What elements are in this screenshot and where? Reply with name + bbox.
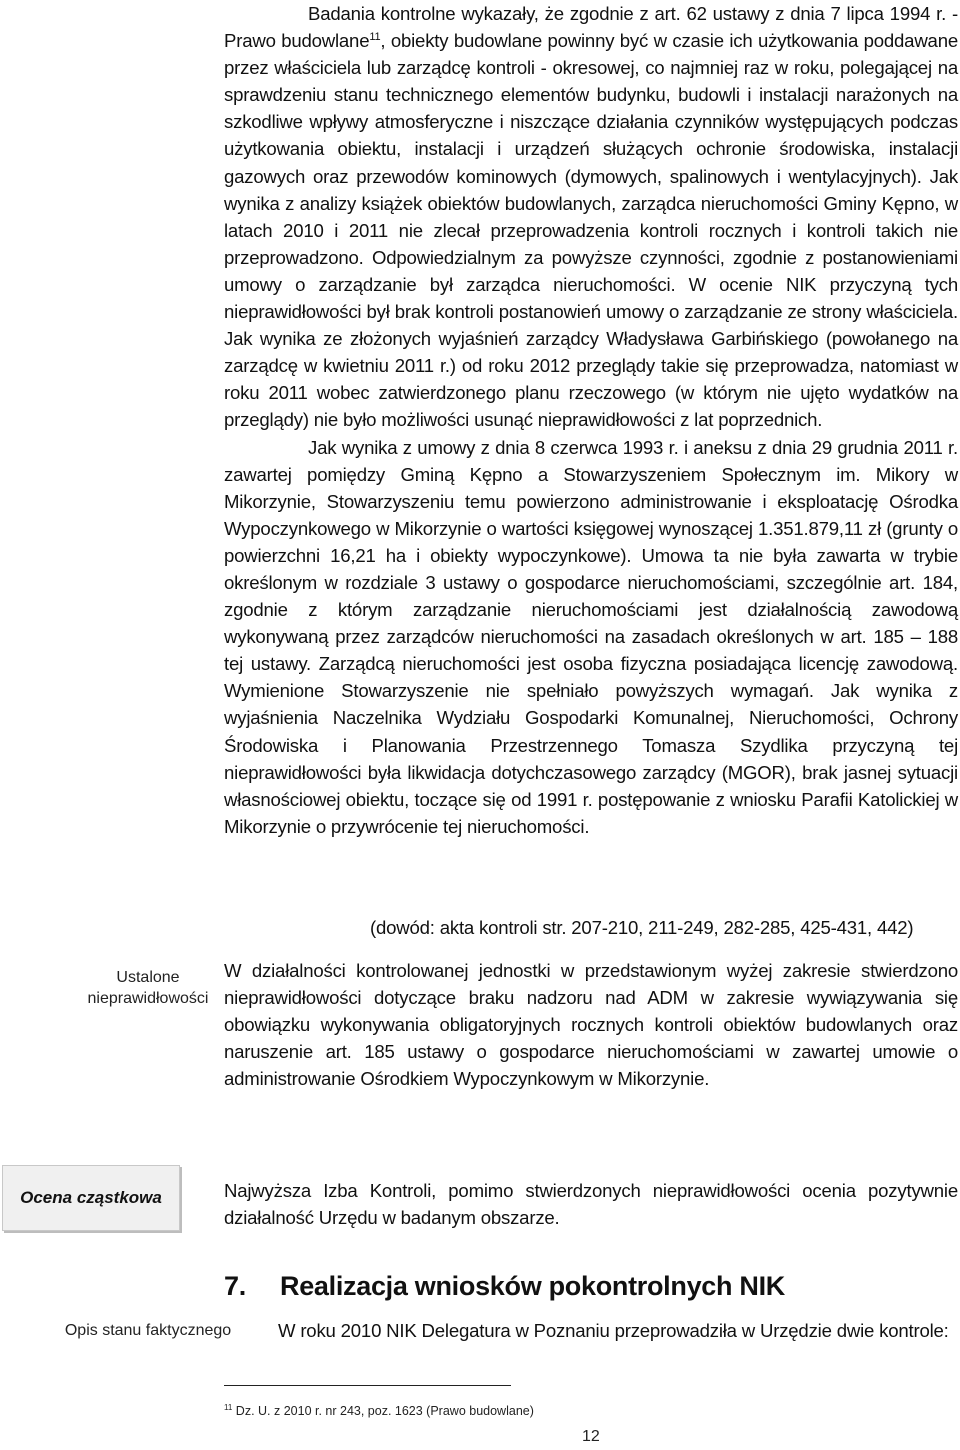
paragraph1-part2: , obiekty budowlane powinny być w czasie ich użytkowania poddawane przez właściciela lub zarządcę kontroli - okresowej, co najmniej raz w roku, polegającej na sprawdzeniu stanu technicznego elementów budynku, budowli i instalacji narażonych na szkodliwe wpływy atmosferyczne i niszczące działania czynników występujących podczas użytkowania obiektu, instalacji i urządzeń służących ochronie środowiska, instalacji gazowych oraz przewodów kominowych (dymowych, spalinowych i wentylacyjnych). Jak wynika z analizy książek obiektów budowlanych, zarządca nieruchomości Gminy Kępno, w latach 2010 i 2011 nie zlecał przeprowadzenia kontroli rocznych i kontroli takich nie przeprowadzono. Odpowiedzialnym za powyższe czynności, zgodnie z postanowieniami umowy o zarządzanie był zarządca nieruchomości. W ocenie NIK przyczyną tych nieprawidłowości był brak kontroli postanowień umowy o zarządzanie ze strony właściciela. Jak wynika ze złożonych wyjaśnień zarządcy Władysława Garbińskiego (powołanego na zarządcę w kwietniu 2011 r.) od roku 2012 przeglądy takie się przeprowadza, natomiast w roku 2011 wobec zatwierdzonego planu rzeczowego (w którym nie ujęto wydatków na przeglądy) nie było możliwości usunąć nieprawidłowości z lat poprzednich. [224,30,958,431]
footnote-reference[interactable]: 11 [369,30,381,43]
footnote-text: Dz. U. z 2010 r. nr 243, poz. 1623 (Prawo budowlane) [235,1404,534,1418]
footnote-separator [224,1385,511,1386]
section-heading [224,1271,785,1302]
margin-label-irregularities: Ustalone nieprawidłowości [87,969,209,1007]
paragraph-holiday-center-agreement: Jak wynika z umowy z dnia 8 czerwca 1993 r. i aneksu z dnia 29 grudnia 2011 r. zawartej pomiędzy Gminą Kępno a Stowarzyszeniem Społecznym im. Mikory w Mikorzynie, Stowarzyszeniu temu powierzono administrowanie i eksploatację Ośrodka Wypoczynkowego w Mikorzynie o wartości księgowej wynoszącej 1.351.879,11 zł (grunty o powierzchni 16,21 ha i obiekty wypoczynkowe). Umowa ta nie była zawarta w trybie określonym w rozdziale 3 ustawy o gospodarce nieruchomościami, szczególnie art. 184, zgodnie z którym zarządzanie nieruchomościami jest działalnością zawodową wykonywaną przez zarządców nieruchomości na zasadach określonych w art. 185 – 188 tej ustawy. Zarządcą nieruchomości jest osoba fizyczna posiadająca licencję zawodową. Wymienione Stowarzyszenie nie spełniało powyższych wymagań. Jak wynika z wyjaśnienia Naczelnika Wydziału Gospodarki Komunalnej, Nieruchomości, Ochrony Środowiska i Planowania Przestrzennego Tomasza Szydlika przyczyną tej nieprawidłowości była likwidacja dotychczasowego zarządcy (MGOR), brak jasnej sytuacji własnościowej obiektu, toczące się od 1991 r. postępowanie z wniosku Parafii Katolickiej w Mikorzynie o przywrócenie tej nieruchomości. [224,436,958,837]
section-title: Realizacja wniosków pokontrolnych NIK [280,1271,785,1301]
page-number: 12 [582,1428,600,1445]
main-text-column [224,0,958,840]
section-number: 7. [224,1271,246,1301]
margin-label-partial-assessment [2,1165,180,1231]
paragraph1-part1: Badania kontrolne wykazały, że zgodnie z art. 62 ustawy z dnia 7 lipca 1994 r. - Prawo budowlane [224,3,958,52]
footnote-marker: 11 [224,1402,233,1412]
partial-assessment-label: Ocena cząstkowa [20,1188,162,1207]
margin-label-facts: Opis stanu faktycznego [64,1322,232,1339]
paragraph-partial-assessment: Najwyższa Izba Kontroli, pomimo stwierdzonych nieprawidłowości ocenia pozytywnie działalność Urzędu w badanym obszarze. [224,1180,958,1229]
footnote [224,1404,534,1418]
evidence-reference: (dowód: akta kontroli str. 207-210, 211-249, 282-285, 425-431, 442) [370,917,914,938]
paragraph-irregularities: W działalności kontrolowanej jednostki w przedstawionym wyżej zakresie stwierdzono nieprawidłowości dotyczące braku nadzoru nad ADM w zakresie wywiązywania się obowiązku wykonywania obligatoryjnych rocznych kontroli obiektów budowlanych oraz naruszenie art. 185 ustawy o gospodarce nieruchomościami w zawartej umowie o administrowanie Ośrodkiem Wypoczynkowym w Mikorzynie. [224,960,958,1090]
paragraph-section-intro: W roku 2010 NIK Delegatura w Poznaniu przeprowadziła w Urzędzie dwie kontrole: [278,1320,949,1341]
paragraph-building-inspections [224,0,958,434]
